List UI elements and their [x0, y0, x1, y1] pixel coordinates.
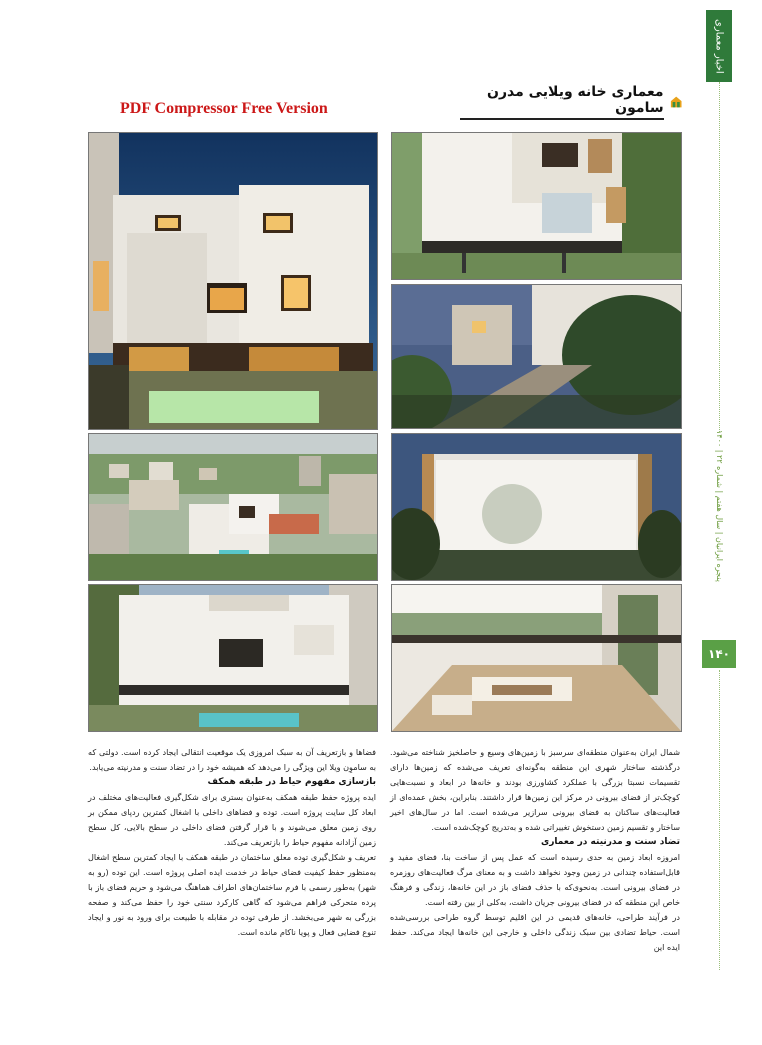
article-title: معماری خانه ویلایی مدرن سامون	[460, 84, 664, 120]
text-column-left	[88, 745, 376, 970]
paragraph: امروزه ابعاد زمین به حدی رسیده است که عمل پس از ساخت بنا، فضای مفید و قابل‌استفاده چندانی در زمین وجود نخواهد داشت و به معنای مرگ فعالیت‌های روزمره در فضای بیرونی است. به‌نحوی‌که با حذف فضای باز در این خانه‌ها، زندگی و فرهنگ خاص این منطقه که در فضای بیرونی جریان داشت، به‌کلی از بین رفته است.	[390, 852, 680, 907]
margin-divider	[719, 82, 720, 432]
photo-villa-night-pool	[88, 132, 378, 430]
photo-glass-facade	[391, 433, 682, 581]
side-meta: پنجره ایرانیان | سال هفتم | شماره ۲۲ | ۱۴۰۰	[715, 430, 724, 582]
paragraph: ایده پروژه حفظ طبقه همکف به‌عنوان بستری برای شکل‌گیری فعالیت‌های مختلف در ابعاد کل سایت پروژه است. توده و فضاهای داخلی با اشغال کمترین ردپای ممکن بر روی زمین معلق می‌شوند و با قرار گرفتن فضای داخلی در سطح بالایی، کل سطح زمین آزادانه مفهوم حیاط را بازتعریف می‌کند.	[88, 792, 376, 847]
magazine-logo-icon	[670, 95, 682, 109]
paragraph: شمال ایران به‌عنوان منطقه‌ای سرسبز با زمین‌های وسیع و حاصلخیز شناخته می‌شود. درگذشته ساختار شهری این منطقه به‌گونه‌ای تعریف می‌شده که زمین‌ها دارای تقسیمات نسبتا بزرگی با عملکرد کشاورزی بودند و خانه‌ها در ابعاد و نسبت‌هایی کوچک‌تر از فضای بیرونی در مرکز این زمین‌ها قرار داشتند. بنابراین، بخش عمده‌ای از فعالیت‌های ساکنان به فضای بیرونی سرازیر می‌شده است. اما در سال‌های اخیر ساختار و تقسیم زمین دستخوش تغییراتی شده و به‌تدریج کوچک‌شده است.	[390, 747, 680, 832]
photo-villa-pool-courtyard	[88, 584, 378, 732]
photo-aerial-neighborhood	[88, 433, 378, 581]
section-tab: اخبار معماری	[706, 10, 732, 82]
photo-villa-facade-day	[391, 132, 682, 280]
subheading: بازسازی مفهوم حیاط در طبقه همکف	[207, 777, 376, 787]
watermark-text: PDF Compressor Free Version	[120, 100, 328, 117]
paragraph: در فرآیند طراحی، خانه‌های قدیمی در این اقلیم توسط گروه طراحی بررسی‌شده است. حیاط تضادی بین سبک زندگی داخلی و خارجی این خانه‌ها ایجاد می‌کند. حفظ ایده این	[390, 912, 680, 952]
text-column-right	[390, 745, 680, 970]
paragraph: تعریف و شکل‌گیری توده معلق ساختمان در طبقه همکف با ایجاد کمترین سطح اشغال به‌منظور حفظ کیفیت فضای حیاط در خدمت ایده اصلی پروژه است. این توده (رو به شهر) به‌طور رسمی با فرم ساختمان‌های اطراف هماهنگ می‌شود و حریم فضای باز با پرده متحرکی فراهم می‌شود که گاهی کارکرد سنتی خود را حفظ می‌کند و صفحه بزرگی به شهر می‌بخشد. از طرفی توده در مقابله با طبیعت برای ورود به نور و ایجاد تنوع فضایی فعال و پویا ناکام مانده است.	[88, 852, 376, 937]
subheading: تضاد سنت و مدرنیته در معماری	[541, 837, 680, 847]
page-number: ۱۴۰	[702, 640, 736, 668]
paragraph: فضاها و بازتعریف آن به سبک امروزی یک موقعیت انتقالی ایجاد کرده است. دولتی که به ساموِن ویلا این ویژگی را می‌دهد که همیشه خود را در تضاد سنت و مدرنیته می‌یابد.	[88, 747, 376, 772]
margin-divider	[719, 670, 720, 970]
photo-interior-living-room	[391, 584, 682, 732]
photo-villa-garden-path	[391, 284, 682, 429]
article-header	[460, 84, 682, 116]
